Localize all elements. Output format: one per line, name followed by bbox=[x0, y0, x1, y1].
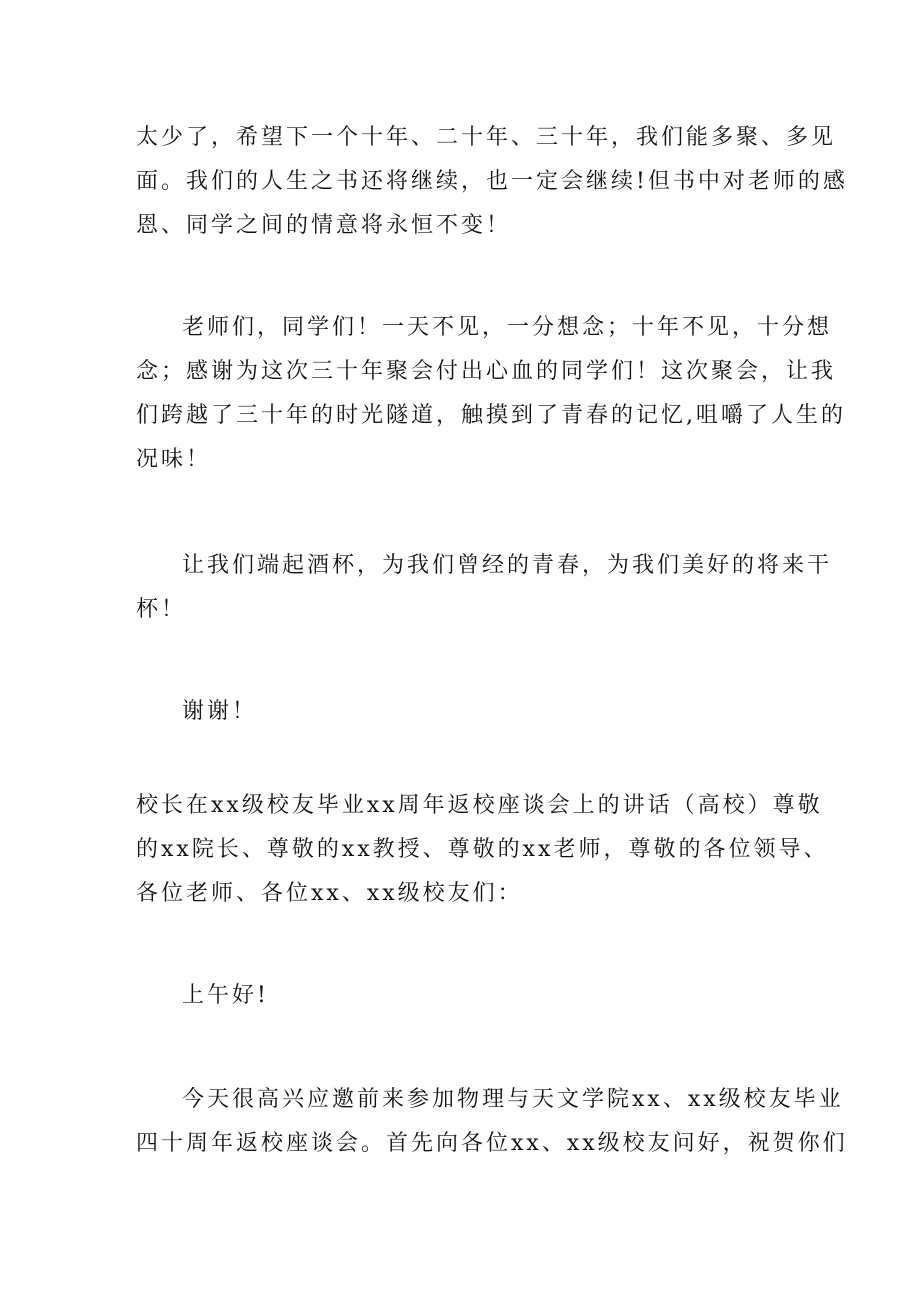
paragraph-1 bbox=[136, 116, 848, 248]
paragraph-line: 校长在xx级校友毕业xx周年返校座谈会上的讲话（高校）尊敬 bbox=[136, 793, 823, 818]
paragraph-4 bbox=[136, 690, 796, 734]
paragraph-line: 四十周年返校座谈会。首先向各位xx、xx级校友问好，祝贺你们 bbox=[136, 1131, 848, 1156]
paragraph-line: 的xx院长、尊敬的xx教授、尊敬的xx老师，尊敬的各位领导、 bbox=[136, 837, 829, 862]
paragraph-line: 谢谢！ bbox=[182, 699, 258, 724]
paragraph-line: 恩、同学之间的情意将永恒不变！ bbox=[136, 213, 512, 238]
paragraph-line: 上午好! bbox=[182, 983, 269, 1008]
paragraph-line: 各位老师、各位xx、xx级校友们： bbox=[136, 881, 523, 906]
paragraph-3 bbox=[136, 544, 833, 632]
paragraph-line: 况味！ bbox=[136, 447, 212, 472]
paragraph-line: 太少了，希望下一个十年、二十年、三十年，我们能多聚、多见 bbox=[136, 125, 837, 150]
paragraph-line: 念；感谢为这次三十年聚会付出心血的同学们！这次聚会，让我 bbox=[136, 359, 837, 384]
paragraph-line: 老师们，同学们！一天不见，一分想念；十年不见，十分想 bbox=[182, 315, 833, 340]
paragraph-line: 面。我们的人生之书还将继续，也一定会继续!但书中对老师的感 bbox=[136, 169, 848, 194]
paragraph-line: 们跨越了三十年的时光隧道，触摸到了青春的记忆,咀嚼了人生的 bbox=[136, 403, 846, 428]
paragraph-line: 今天很高兴应邀前来参加物理与天文学院xx、xx级校友毕业 bbox=[182, 1087, 844, 1112]
paragraph-5 bbox=[136, 784, 829, 916]
paragraph-2 bbox=[136, 306, 846, 482]
paragraph-line: 杯！ bbox=[136, 597, 187, 622]
paragraph-7 bbox=[136, 1078, 848, 1166]
paragraph-6 bbox=[136, 974, 796, 1018]
paragraph-line: 让我们端起酒杯，为我们曾经的青春，为我们美好的将来干 bbox=[182, 553, 833, 578]
